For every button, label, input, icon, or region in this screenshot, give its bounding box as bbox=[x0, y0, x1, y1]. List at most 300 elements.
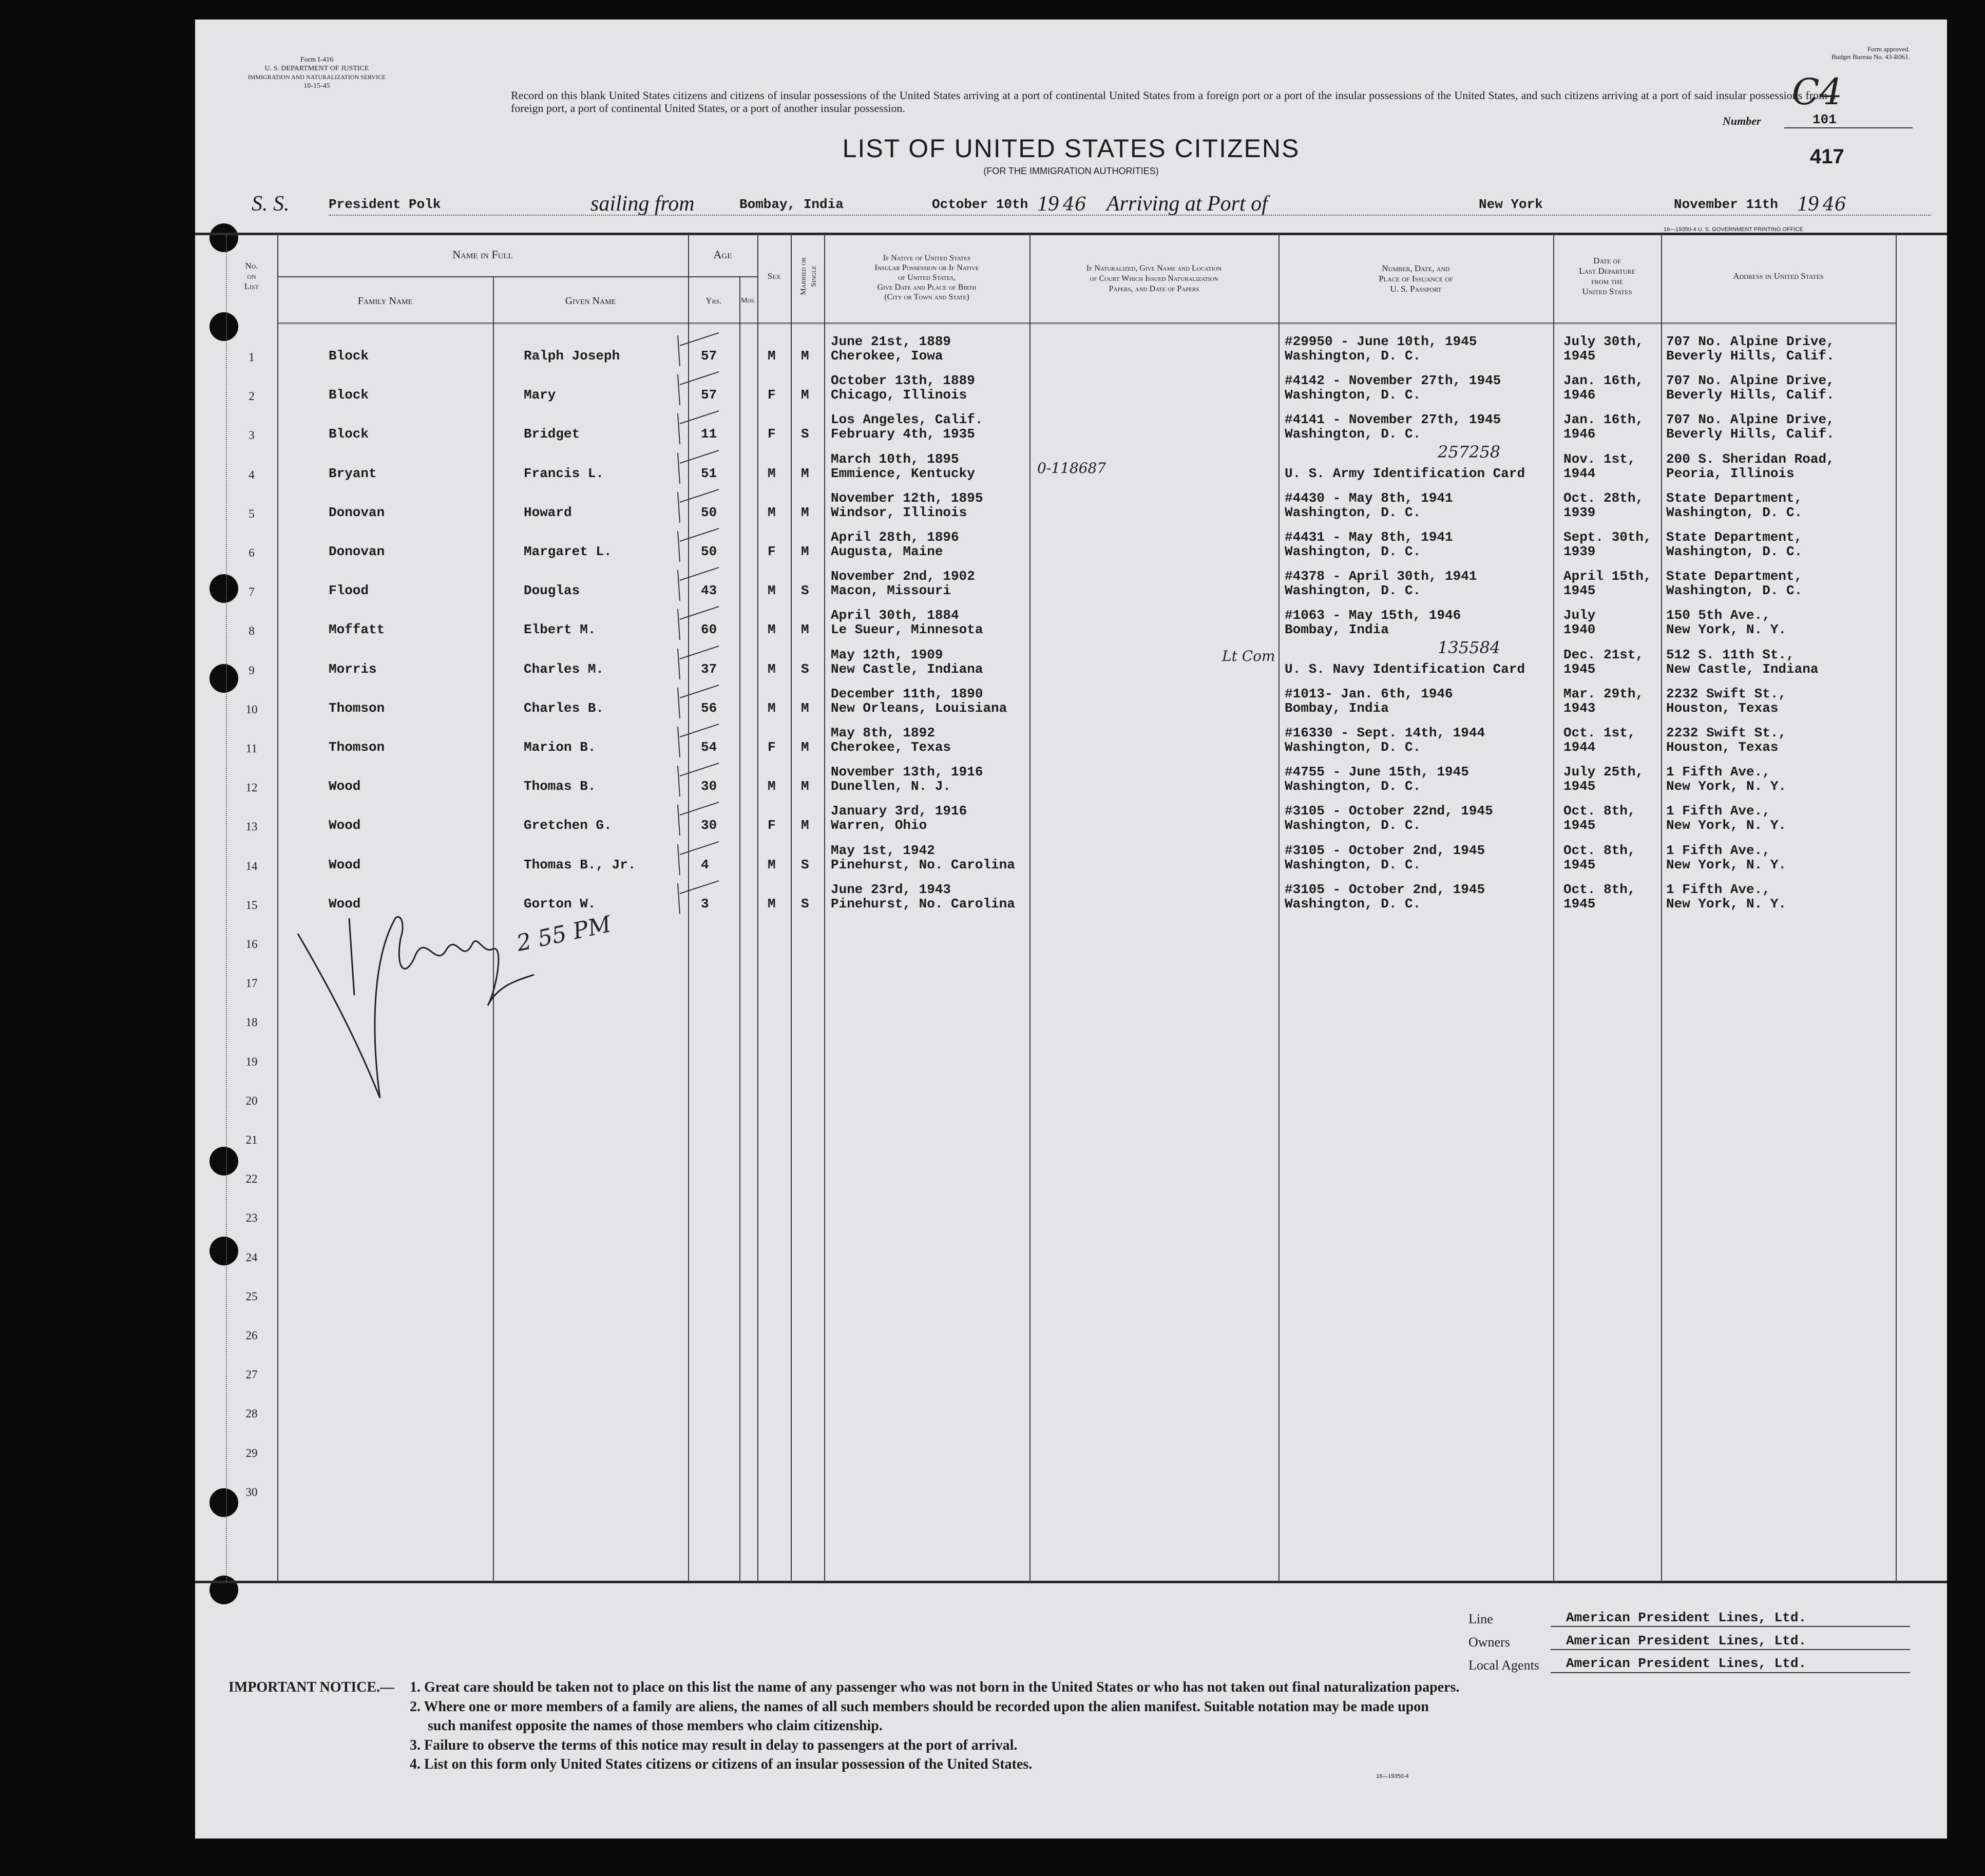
cell-addr1: 200 S. Sheridan Road, bbox=[1666, 451, 1835, 467]
cell-dep1: July 30th, bbox=[1563, 334, 1644, 349]
cell-dep1: Nov. 1st, bbox=[1563, 451, 1636, 467]
cell-given: Charles M. bbox=[524, 661, 604, 677]
cell-pass2: Bombay, India bbox=[1285, 622, 1389, 638]
cell-birth1: May 12th, 1909 bbox=[831, 647, 943, 662]
header-address: Address in United States bbox=[1733, 271, 1824, 281]
cell-yrs: 50 bbox=[701, 544, 717, 559]
cell-yrs: 51 bbox=[701, 465, 717, 481]
cell-addr2: Houston, Texas bbox=[1666, 740, 1779, 755]
header-age-yrs: Yrs. bbox=[705, 296, 722, 306]
notice-1: 1. Great care should be taken not to place on this list the name of any passenger who was not born in the United States or who has not taken out final naturalization papers. bbox=[410, 1679, 1460, 1695]
cell-family: Wood bbox=[329, 857, 361, 873]
cell-birth2: Windsor, Illinois bbox=[831, 504, 967, 520]
cell-family: Thomson bbox=[329, 740, 385, 755]
cell-addr1: 2232 Swift St., bbox=[1666, 725, 1787, 741]
cell-dep2: 1945 bbox=[1563, 857, 1596, 873]
cell-sex: M bbox=[768, 465, 776, 481]
row-number: 26 bbox=[245, 1329, 258, 1342]
form-id-block bbox=[242, 55, 391, 90]
cell-pass1: #4755 - June 15th, 1945 bbox=[1285, 764, 1469, 780]
cell-addr2: Washington, D. C. bbox=[1666, 504, 1803, 520]
punch-hole bbox=[209, 312, 238, 341]
row-number: 10 bbox=[245, 703, 258, 716]
cell-dep2: 1945 bbox=[1563, 896, 1596, 912]
cell-family: Bryant bbox=[329, 465, 377, 481]
notice-2a: 2. Where one or more members of a family are aliens, the names of all such members should be recorded upon the alien manifest. Suitable notation may be made upon bbox=[410, 1699, 1429, 1715]
cell-dep1: Sept. 30th, bbox=[1563, 529, 1652, 545]
header-age-mos: Mos. bbox=[741, 297, 756, 305]
age-check-mark bbox=[673, 565, 734, 606]
cell-sex: M bbox=[768, 700, 776, 716]
page-subtitle: (FOR THE IMMIGRATION AUTHORITIES) bbox=[983, 166, 1159, 176]
cell-addr2: New York, N. Y. bbox=[1666, 818, 1787, 833]
cell-dep2: 1940 bbox=[1563, 622, 1596, 638]
cell-ms: M bbox=[801, 700, 809, 716]
service-name: IMMIGRATION AND NATURALIZATION SERVICE bbox=[247, 73, 386, 81]
row-number: 29 bbox=[245, 1446, 258, 1460]
header-name-in-full: Name in Full bbox=[452, 248, 513, 261]
cell-pass2: Washington, D. C. bbox=[1285, 504, 1421, 520]
cell-birth1: April 30th, 1884 bbox=[831, 608, 959, 623]
cell-addr1: 2232 Swift St., bbox=[1666, 686, 1787, 702]
cell-yrs: 3 bbox=[701, 896, 709, 912]
cell-sex: M bbox=[768, 896, 776, 912]
cell-birth1: November 12th, 1895 bbox=[831, 490, 983, 506]
age-check-mark bbox=[673, 526, 734, 567]
cell-dep1: Oct. 8th, bbox=[1563, 803, 1636, 819]
row-number: 25 bbox=[245, 1290, 258, 1303]
cell-dep2: 1945 bbox=[1563, 348, 1596, 364]
cell-yrs: 11 bbox=[701, 426, 717, 442]
cell-dep2: 1946 bbox=[1563, 387, 1596, 403]
cell-birth2: Cherokee, Texas bbox=[831, 740, 951, 755]
cell-family: Donovan bbox=[329, 504, 385, 520]
department: U. S. DEPARTMENT OF JUSTICE bbox=[264, 65, 369, 72]
cell-birth1: May 8th, 1892 bbox=[831, 725, 935, 741]
arrival-date: November 11th bbox=[1674, 197, 1778, 212]
header-birth: If Native of United States Insular Possession or If Native of United States, Give Date and Place of Birth (City or Town and State) bbox=[874, 254, 979, 301]
cell-dep1: Dec. 21st, bbox=[1563, 647, 1644, 662]
cell-given: Thomas B. bbox=[524, 779, 596, 794]
cell-pass1: #3105 - October 2nd, 1945 bbox=[1285, 842, 1485, 858]
row-number: 24 bbox=[245, 1250, 258, 1264]
cell-given: Gretchen G. bbox=[524, 818, 612, 833]
cell-pass1: #29950 - June 10th, 1945 bbox=[1285, 334, 1477, 349]
cell-dep2: 1939 bbox=[1563, 504, 1596, 520]
age-check-mark bbox=[673, 839, 734, 880]
number-value: 101 bbox=[1812, 112, 1837, 127]
cell-addr2: New York, N. Y. bbox=[1666, 779, 1787, 794]
cell-addr1: 707 No. Alpine Drive, bbox=[1666, 373, 1835, 389]
header-given-name: Given Name bbox=[565, 295, 616, 307]
cell-ms: S bbox=[801, 426, 809, 442]
cell-pass1: #3105 - October 22nd, 1945 bbox=[1285, 803, 1493, 819]
cell-ms: S bbox=[801, 661, 809, 677]
cell-pass2: Washington, D. C. bbox=[1285, 896, 1421, 912]
cell-ms: M bbox=[801, 348, 809, 364]
cell-pass1: #3105 - October 2nd, 1945 bbox=[1285, 881, 1485, 897]
cell-pass1: #4141 - November 27th, 1945 bbox=[1285, 412, 1501, 428]
punch-hole bbox=[209, 223, 238, 252]
cell-given: Marion B. bbox=[524, 740, 596, 755]
cell-dep2: 1944 bbox=[1563, 740, 1596, 755]
cell-birth2: Pinehurst, No. Carolina bbox=[831, 896, 1015, 912]
cell-naturalization-note: 0-118687 bbox=[1037, 459, 1106, 477]
cell-birth1: December 11th, 1890 bbox=[831, 686, 983, 702]
cell-family: Wood bbox=[329, 779, 361, 794]
age-check-mark bbox=[673, 878, 734, 919]
cell-addr1: State Department, bbox=[1666, 490, 1803, 506]
cell-birth2: Cherokee, Iowa bbox=[831, 348, 943, 364]
age-check-mark bbox=[673, 722, 734, 763]
cell-pass1: #4378 - April 30th, 1941 bbox=[1285, 569, 1477, 584]
cell-addr1: 1 Fifth Ave., bbox=[1666, 842, 1770, 858]
cell-birth2: Emmience, Kentucky bbox=[831, 465, 975, 481]
cell-family: Donovan bbox=[329, 544, 385, 559]
cell-ms: S bbox=[801, 857, 809, 873]
cell-given: Elbert M. bbox=[524, 622, 596, 638]
row-number: 27 bbox=[245, 1368, 258, 1381]
cell-birth2: Dunellen, N. J. bbox=[831, 779, 951, 794]
cell-birth2: Macon, Missouri bbox=[831, 583, 951, 599]
row-number: 6 bbox=[249, 546, 255, 559]
row-number: 17 bbox=[245, 977, 258, 990]
cell-addr1: 1 Fifth Ave., bbox=[1666, 764, 1770, 780]
age-check-mark bbox=[673, 408, 734, 449]
cell-yrs: 30 bbox=[701, 779, 717, 794]
cell-birth2: February 4th, 1935 bbox=[831, 426, 975, 442]
arrival-year-prefix: 19 bbox=[1797, 192, 1819, 216]
year-prefix: 19 bbox=[1037, 192, 1059, 216]
cell-given: Charles B. bbox=[524, 700, 604, 716]
notice-3: 3. Failure to observe the terms of this notice may result in delay to passengers at the port of arrival. bbox=[410, 1737, 1018, 1753]
budget-bureau: Budget Bureau No. 43-R061. bbox=[1831, 53, 1910, 61]
cell-family: Wood bbox=[329, 818, 361, 833]
row-number: 19 bbox=[245, 1055, 258, 1068]
cell-dep2: 1943 bbox=[1563, 700, 1596, 716]
cell-birth1: June 23rd, 1943 bbox=[831, 881, 951, 897]
cell-yrs: 37 bbox=[701, 661, 717, 677]
cell-dep1: Oct. 28th, bbox=[1563, 490, 1644, 506]
cell-yrs: 57 bbox=[701, 387, 717, 403]
age-check-mark bbox=[673, 330, 734, 371]
cell-ms: M bbox=[801, 465, 809, 481]
cell-pass2: Washington, D. C. bbox=[1285, 857, 1421, 873]
row-number: 18 bbox=[245, 1016, 258, 1029]
cell-pass2: Washington, D. C. bbox=[1285, 818, 1421, 833]
cell-pass2: Washington, D. C. bbox=[1285, 387, 1421, 403]
cell-addr2: Beverly Hills, Calif. bbox=[1666, 387, 1835, 403]
cell-addr2: Beverly Hills, Calif. bbox=[1666, 348, 1835, 364]
row-number: 15 bbox=[245, 898, 258, 912]
cell-dep2: 1945 bbox=[1563, 583, 1596, 599]
row-number: 30 bbox=[245, 1485, 258, 1499]
cell-birth1: January 3rd, 1916 bbox=[831, 803, 967, 819]
cell-addr1: 707 No. Alpine Drive, bbox=[1666, 334, 1835, 349]
number-label: Number bbox=[1723, 115, 1761, 127]
cell-birth1: November 13th, 1916 bbox=[831, 764, 983, 780]
cell-family: Morris bbox=[329, 661, 377, 677]
cell-given: Mary bbox=[524, 387, 556, 403]
footer-code: 16—19350-4 bbox=[1376, 1773, 1409, 1779]
cell-addr2: Washington, D. C. bbox=[1666, 583, 1803, 599]
notice-label: IMPORTANT NOTICE.— bbox=[228, 1679, 395, 1695]
page-title: LIST OF UNITED STATES CITIZENS bbox=[842, 134, 1300, 163]
row-number: 1 bbox=[249, 351, 255, 364]
age-check-mark bbox=[673, 800, 734, 841]
manifest-sheet bbox=[195, 20, 1947, 1839]
cell-addr1: 707 No. Alpine Drive, bbox=[1666, 412, 1835, 428]
cell-naturalization-note: Lt Com bbox=[1222, 647, 1275, 665]
cell-sex: M bbox=[768, 622, 776, 638]
cell-pass1: #4142 - November 27th, 1945 bbox=[1285, 373, 1501, 389]
cell-ms: S bbox=[801, 583, 809, 599]
cell-pass1: #4431 - May 8th, 1941 bbox=[1285, 529, 1453, 545]
cell-sex: F bbox=[768, 818, 776, 833]
cell-given: Gorton W. bbox=[524, 896, 596, 912]
cell-dep2: 1945 bbox=[1563, 818, 1596, 833]
age-check-mark bbox=[673, 604, 734, 645]
cell-ms: M bbox=[801, 504, 809, 520]
ss-label: S. S. bbox=[252, 192, 290, 216]
row-number: 5 bbox=[249, 507, 255, 520]
cell-addr2: New York, N. Y. bbox=[1666, 857, 1787, 873]
cell-yrs: 50 bbox=[701, 504, 717, 520]
age-check-mark bbox=[673, 683, 734, 724]
header-family-name: Family Name bbox=[357, 295, 413, 307]
cell-pass2: U. S. Army Identification Card bbox=[1285, 465, 1525, 481]
line-label: Line bbox=[1468, 1612, 1493, 1626]
cell-sex: F bbox=[768, 426, 776, 442]
approval-block bbox=[1766, 45, 1910, 61]
cell-birth1: April 28th, 1896 bbox=[831, 529, 959, 545]
age-check-mark bbox=[673, 487, 734, 528]
cell-pass1: #1013- Jan. 6th, 1946 bbox=[1285, 686, 1453, 702]
cell-addr1: 1 Fifth Ave., bbox=[1666, 803, 1770, 819]
cell-dep2: 1946 bbox=[1563, 426, 1596, 442]
header-no-on-list: No. on List bbox=[244, 261, 259, 291]
cell-sex: M bbox=[768, 583, 776, 599]
form-number: Form I-416 bbox=[300, 56, 334, 64]
row-number: 21 bbox=[245, 1133, 258, 1146]
row-number: 7 bbox=[249, 585, 255, 599]
age-check-mark bbox=[673, 369, 734, 410]
cell-yrs: 57 bbox=[701, 348, 717, 364]
cell-ms: M bbox=[801, 544, 809, 559]
cell-yrs: 54 bbox=[701, 740, 717, 755]
cell-pass2: Washington, D. C. bbox=[1285, 544, 1421, 559]
cell-birth1: November 2nd, 1902 bbox=[831, 569, 975, 584]
cell-dep1: Oct. 1st, bbox=[1563, 725, 1636, 741]
cell-yrs: 4 bbox=[701, 857, 709, 873]
cell-pass2: Washington, D. C. bbox=[1285, 779, 1421, 794]
cell-birth2: Le Sueur, Minnesota bbox=[831, 622, 983, 638]
arrival-year-hand: 46 bbox=[1823, 194, 1846, 215]
line-value: American President Lines, Ltd. bbox=[1566, 1610, 1807, 1625]
cell-addr2: Peoria, Illinois bbox=[1666, 465, 1795, 481]
age-check-mark bbox=[673, 448, 734, 489]
cell-sex: F bbox=[768, 544, 776, 559]
cell-dep2: 1945 bbox=[1563, 661, 1596, 677]
cell-given: Bridget bbox=[524, 426, 580, 442]
form-date: 10-15-45 bbox=[303, 82, 330, 90]
instructions: Record on this blank United States citizens and citizens of insular possessions of the United States arriving at a port of continental United States from a foreign port or a port of the insular possessions of the United States, and such citizens arriving at a port of said insular possessions from a foreign port, a port of continental United States, or a port of another insular possession. bbox=[511, 89, 1836, 115]
row-number: 13 bbox=[245, 820, 258, 833]
notice-2b: such manifest opposite the names of those members who claim citizenship. bbox=[428, 1718, 883, 1734]
cell-addr1: 512 S. 11th St., bbox=[1666, 647, 1795, 662]
cell-sex: M bbox=[768, 348, 776, 364]
cell-dep1: April 15th, bbox=[1563, 569, 1652, 584]
row-number: 9 bbox=[249, 664, 255, 677]
cell-sex: M bbox=[768, 857, 776, 873]
cell-ms: S bbox=[801, 896, 809, 912]
cell-birth2: Warren, Ohio bbox=[831, 818, 927, 833]
cell-addr1: 150 5th Ave., bbox=[1666, 608, 1770, 623]
arriving-label: Arriving at Port of bbox=[1106, 192, 1268, 216]
cell-family: Flood bbox=[329, 583, 369, 599]
cell-pass1: #1063 - May 15th, 1946 bbox=[1285, 608, 1461, 623]
cell-pass1: #4430 - May 8th, 1941 bbox=[1285, 490, 1453, 506]
cell-sex: M bbox=[768, 504, 776, 520]
cell-dep2: 1944 bbox=[1563, 465, 1596, 481]
header-age: Age bbox=[713, 248, 732, 261]
row-number: 22 bbox=[245, 1172, 258, 1186]
cell-addr1: 1 Fifth Ave., bbox=[1666, 881, 1770, 897]
notice-4: 4. List on this form only United States citizens or citizens of an insular possession of the United States. bbox=[410, 1756, 1033, 1772]
header-sex: Sex bbox=[767, 271, 781, 281]
cell-dep1: July bbox=[1563, 608, 1596, 623]
header-naturalized: If Naturalized, Give Name and Location of Court Which Issued Naturalization Papers, and Date of Papers bbox=[1086, 264, 1222, 293]
cell-family: Block bbox=[329, 426, 369, 442]
cell-birth1: October 13th, 1889 bbox=[831, 373, 975, 389]
header-departure: Date of Last Departure from the United States bbox=[1579, 256, 1635, 296]
cell-pass1: 257258 bbox=[1438, 442, 1501, 462]
cell-given: Thomas B., Jr. bbox=[524, 857, 636, 873]
departure-port: Bombay, India bbox=[739, 197, 844, 212]
cell-given: Margaret L. bbox=[524, 544, 612, 559]
cell-ms: M bbox=[801, 818, 809, 833]
form-approved: Form approved. bbox=[1867, 45, 1910, 53]
cell-addr2: New York, N. Y. bbox=[1666, 622, 1787, 638]
cell-dep1: Jan. 16th, bbox=[1563, 412, 1644, 428]
cell-family: Block bbox=[329, 348, 369, 364]
handwritten-time: 2 55 PM bbox=[514, 911, 614, 957]
cell-given: Douglas bbox=[524, 583, 580, 599]
cell-birth1: June 21st, 1889 bbox=[831, 334, 951, 349]
cell-pass2: Washington, D. C. bbox=[1285, 740, 1421, 755]
punch-hole bbox=[209, 1147, 238, 1176]
cell-given: Francis L. bbox=[524, 465, 604, 481]
cell-dep2: 1939 bbox=[1563, 544, 1596, 559]
row-number: 3 bbox=[249, 429, 255, 442]
header-passport: Number, Date, and Place of Issuance of U. S. Passport bbox=[1379, 263, 1453, 294]
cell-birth2: New Orleans, Louisiana bbox=[831, 700, 1007, 716]
cell-ms: M bbox=[801, 387, 809, 403]
cell-dep1: Oct. 8th, bbox=[1563, 842, 1636, 858]
owners-label: Owners bbox=[1468, 1635, 1510, 1650]
cell-dep1: Mar. 29th, bbox=[1563, 686, 1644, 702]
cell-birth2: Pinehurst, No. Carolina bbox=[831, 857, 1015, 873]
cell-birth1: March 10th, 1895 bbox=[831, 451, 959, 467]
cell-addr1: State Department, bbox=[1666, 569, 1803, 584]
cell-pass1: #16330 - Sept. 14th, 1944 bbox=[1285, 725, 1485, 741]
cell-birth1: May 1st, 1942 bbox=[831, 842, 935, 858]
cell-yrs: 60 bbox=[701, 622, 717, 638]
row-number: 23 bbox=[245, 1211, 258, 1225]
row-number: 4 bbox=[249, 468, 255, 481]
print-code: 16—19350-4 U. S. GOVERNMENT PRINTING OFFICE bbox=[1664, 226, 1803, 233]
cell-addr2: Houston, Texas bbox=[1666, 700, 1779, 716]
departure-date: October 10th bbox=[932, 197, 1028, 212]
row-number: 12 bbox=[245, 781, 258, 794]
cell-yrs: 56 bbox=[701, 700, 717, 716]
cell-family: Moffatt bbox=[329, 622, 385, 638]
cell-birth1: Los Angeles, Calif. bbox=[831, 412, 983, 428]
cell-birth2: Augusta, Maine bbox=[831, 544, 943, 559]
row-number: 16 bbox=[245, 938, 258, 951]
cell-pass2: U. S. Navy Identification Card bbox=[1285, 661, 1525, 677]
sailing-from-label: sailing from bbox=[590, 192, 695, 216]
owners-value: American President Lines, Ltd. bbox=[1566, 1633, 1807, 1648]
cell-pass2: Washington, D. C. bbox=[1285, 348, 1421, 364]
cell-addr2: New Castle, Indiana bbox=[1666, 661, 1819, 677]
agents-label: Local Agents bbox=[1468, 1658, 1539, 1673]
cell-pass2: Bombay, India bbox=[1285, 700, 1389, 716]
row-number: 8 bbox=[249, 624, 255, 638]
punch-hole bbox=[209, 1576, 238, 1604]
ship-name: President Polk bbox=[329, 197, 441, 212]
cell-pass2: Washington, D. C. bbox=[1285, 583, 1421, 599]
cell-dep1: Oct. 8th, bbox=[1563, 881, 1636, 897]
cell-yrs: 43 bbox=[701, 583, 717, 599]
cell-family: Block bbox=[329, 387, 369, 403]
agents-value: American President Lines, Ltd. bbox=[1566, 1656, 1807, 1671]
cell-addr2: Beverly Hills, Calif. bbox=[1666, 426, 1835, 442]
cell-yrs: 30 bbox=[701, 818, 717, 833]
row-number: 11 bbox=[245, 742, 258, 755]
cell-birth2: New Castle, Indiana bbox=[831, 661, 983, 677]
cell-sex: F bbox=[768, 387, 776, 403]
cell-dep2: 1945 bbox=[1563, 779, 1596, 794]
cell-birth2: Chicago, Illinois bbox=[831, 387, 967, 403]
cell-pass2: Washington, D. C. bbox=[1285, 426, 1421, 442]
cell-family: Wood bbox=[329, 896, 361, 912]
stamp-number: 417 bbox=[1810, 145, 1844, 168]
cell-addr1: State Department, bbox=[1666, 529, 1803, 545]
age-check-mark bbox=[673, 761, 734, 802]
cell-addr2: New York, N. Y. bbox=[1666, 896, 1787, 912]
cell-dep1: Jan. 16th, bbox=[1563, 373, 1644, 389]
cell-given: Howard bbox=[524, 504, 572, 520]
departure-year-hand: 46 bbox=[1063, 194, 1086, 215]
cell-ms: M bbox=[801, 740, 809, 755]
cell-pass1: 135584 bbox=[1438, 637, 1501, 657]
header-married-single: Married or Single bbox=[799, 257, 818, 295]
row-number: 28 bbox=[245, 1407, 258, 1420]
age-check-mark bbox=[673, 643, 734, 685]
cell-sex: M bbox=[768, 661, 776, 677]
cell-given: Ralph Joseph bbox=[524, 348, 620, 364]
cell-dep1: July 25th, bbox=[1563, 764, 1644, 780]
cell-ms: M bbox=[801, 622, 809, 638]
cell-sex: F bbox=[768, 740, 776, 755]
cell-addr2: Washington, D. C. bbox=[1666, 544, 1803, 559]
row-number: 2 bbox=[249, 390, 255, 403]
handwritten-number: C4 bbox=[1792, 71, 1843, 113]
cell-sex: M bbox=[768, 779, 776, 794]
row-number: 20 bbox=[245, 1094, 258, 1107]
row-number: 14 bbox=[245, 859, 258, 873]
